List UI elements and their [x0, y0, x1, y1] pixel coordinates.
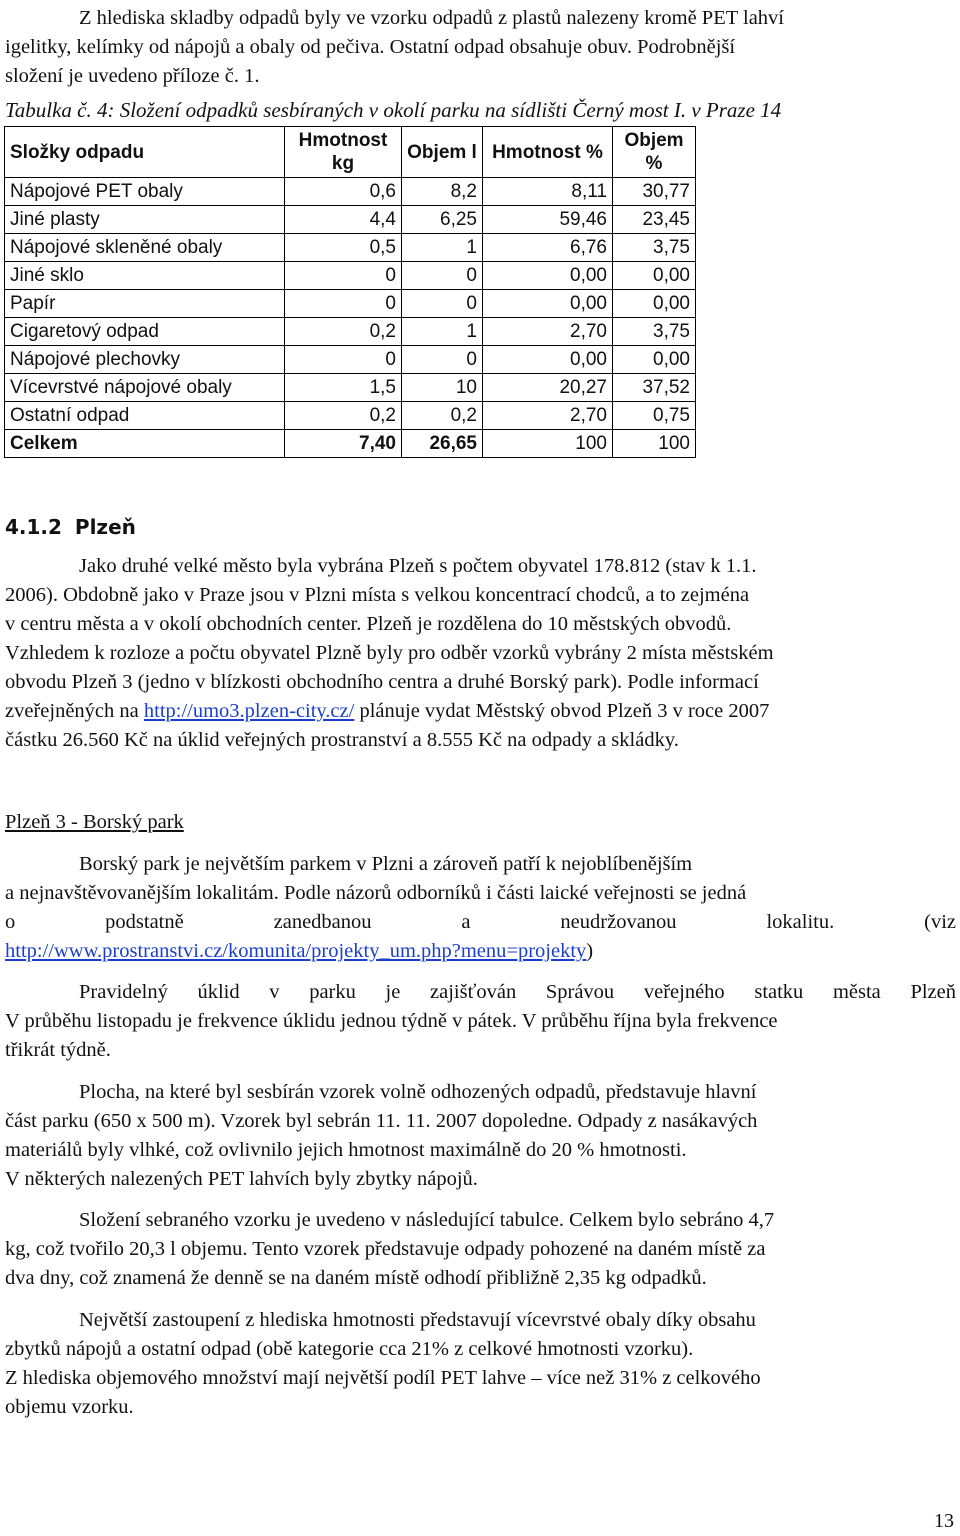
paragraph-line: o podstatně zanedbanou a neudržovanou lokalitu. (viz — [5, 911, 956, 933]
table-row — [5, 290, 696, 318]
table-row — [5, 402, 696, 430]
text-fragment: zveřejněných na — [5, 700, 144, 722]
paragraph-line: část parku (650 x 500 m). Vzorek byl sebrán 11. 11. 2007 dopoledne. Odpady z nasákavých — [5, 1110, 758, 1132]
table-row — [5, 262, 696, 290]
value-cell: 0,00 — [613, 262, 696, 290]
value-cell: 7,40 — [285, 430, 402, 458]
row-label-cell: Nápojové PET obaly — [5, 178, 285, 206]
column-header: Hmotnost kg — [285, 127, 402, 178]
value-cell: 4,4 — [285, 206, 402, 234]
intro-line: Z hlediska skladby odpadů byly ve vzorku odpadů z plastů nalezeny kromě PET lahví — [79, 7, 784, 29]
column-header: Složky odpadu — [5, 127, 285, 178]
paragraph-line: Plocha, na které byl sesbírán vzorek volně odhozených odpadů, představuje hlavní — [79, 1081, 757, 1103]
paragraph-line: Největší zastoupení z hlediska hmotnosti představují vícevrstvé obaly díky obsahu — [79, 1309, 756, 1331]
value-cell: 3,75 — [613, 318, 696, 346]
value-cell: 0,00 — [613, 290, 696, 318]
table-caption: Tabulka č. 4: Složení odpadků sesbíraných v okolí parku na sídlišti Černý most I. v Praze 14 — [5, 98, 782, 122]
value-cell: 6,25 — [402, 206, 483, 234]
value-cell: 26,65 — [402, 430, 483, 458]
value-cell: 0 — [285, 262, 402, 290]
paragraph-line: zbytků nápojů a ostatní odpad (obě kategorie cca 21% z celkové hmotnosti vzorku). — [5, 1338, 694, 1360]
paragraph-line: Složení sebraného vzorku je uvedeno v následující tabulce. Celkem bylo sebráno 4,7 — [79, 1209, 775, 1231]
value-cell: 0,2 — [402, 402, 483, 430]
value-cell: 0,00 — [483, 262, 613, 290]
section-number: 4.1.2 — [5, 515, 62, 539]
row-label-cell: Ostatní odpad — [5, 402, 285, 430]
value-cell: 2,70 — [483, 402, 613, 430]
page-number: 13 — [934, 1510, 954, 1532]
cleaning-paragraph — [5, 978, 956, 1065]
section-heading — [5, 515, 136, 539]
table-row — [5, 206, 696, 234]
intro-paragraph — [5, 4, 956, 91]
value-cell: 59,46 — [483, 206, 613, 234]
row-label-cell: Nápojové plechovky — [5, 346, 285, 374]
table-row — [5, 346, 696, 374]
value-cell: 10 — [402, 374, 483, 402]
paragraph-line: 2006). Obdobně jako v Praze jsou v Plzni místa s velkou koncentrací chodců, a to zejména — [5, 584, 750, 606]
value-cell: 0,00 — [483, 346, 613, 374]
value-cell: 0,6 — [285, 178, 402, 206]
row-label-cell: Papír — [5, 290, 285, 318]
paragraph-line: obvodu Plzeň 3 (jedno v blízkosti obchodního centra a druhé Borský park). Podle informací — [5, 671, 759, 693]
value-cell: 0,2 — [285, 318, 402, 346]
table-row — [5, 318, 696, 346]
value-cell: 8,2 — [402, 178, 483, 206]
table-row — [5, 234, 696, 262]
row-label-cell: Jiné plasty — [5, 206, 285, 234]
table-row — [5, 374, 696, 402]
paragraph-line: v centru města a v okolí obchodních center. Plzeň je rozdělena do 10 městských obvodů. — [5, 613, 732, 635]
paragraph-line: Borský park je největším parkem v Plzni a zároveň patří k nejoblíbenějším — [79, 853, 693, 875]
composition-paragraph — [5, 1206, 956, 1293]
value-cell: 0,2 — [285, 402, 402, 430]
section-title: Plzeň — [74, 515, 136, 539]
value-cell: 30,77 — [613, 178, 696, 206]
table-total-row — [5, 430, 696, 458]
value-cell: 0,75 — [613, 402, 696, 430]
prostranstvi-link[interactable]: http://www.prostranstvi.cz/komunita/projekty_um.php?menu=projekty — [5, 940, 587, 962]
row-label-cell: Celkem — [5, 430, 285, 458]
value-cell: 8,11 — [483, 178, 613, 206]
paragraph-line: materiálů byly vlhké, což ovlivnilo jejich hmotnost maximálně do 20 % hmotnosti. — [5, 1139, 687, 1161]
column-header: Hmotnost % — [483, 127, 613, 178]
paragraph-line — [5, 697, 956, 726]
table-header-row — [5, 127, 696, 178]
row-label-cell: Cigaretový odpad — [5, 318, 285, 346]
subheading: Plzeň 3 - Borský park — [5, 811, 184, 833]
value-cell: 0 — [402, 346, 483, 374]
intro-line: igelitky, kelímky od nápojů a obaly od pečiva. Ostatní odpad obsahuje obuv. Podrobnější — [5, 36, 736, 58]
value-cell: 0,5 — [285, 234, 402, 262]
intro-line: složení je uvedeno příloze č. 1. — [5, 65, 260, 87]
paragraph-line: dva dny, což znamená že denně se na daném místě odhodí přibližně 2,35 kg odpadků. — [5, 1267, 707, 1289]
paragraph-line: V průběhu listopadu je frekvence úklidu jednou týdně v pátek. V průběhu října byla frekvence — [5, 1010, 778, 1032]
paragraph-line: třikrát týdně. — [5, 1039, 111, 1061]
value-cell: 23,45 — [613, 206, 696, 234]
text-fragment: ) — [586, 940, 594, 962]
value-cell: 6,76 — [483, 234, 613, 262]
paragraph-line: Jako druhé velké město byla vybrána Plzeň s počtem obyvatel 178.812 (stav k 1.1. — [79, 555, 757, 577]
value-cell: 1 — [402, 318, 483, 346]
table-body — [5, 178, 696, 458]
paragraph-line: Z hlediska objemového množství mají největší podíl PET lahve – více než 31% z celkového — [5, 1367, 761, 1389]
value-cell: 1 — [402, 234, 483, 262]
value-cell: 100 — [613, 430, 696, 458]
paragraph-line: Pravidelný úklid v parku je zajišťován Správou veřejného statku města Plzeň — [79, 981, 956, 1003]
row-label-cell: Vícevrstvé nápojové obaly — [5, 374, 285, 402]
waste-composition-table — [4, 126, 696, 458]
paragraph-line: kg, což tvořilo 20,3 l objemu. Tento vzorek představuje odpady pohozené na daném místě za — [5, 1238, 766, 1260]
value-cell: 1,5 — [285, 374, 402, 402]
paragraph-line: a nejnavštěvovanějším lokalitám. Podle názorů odborníků i části laické veřejnosti se jedná — [5, 882, 747, 904]
row-label-cell: Jiné sklo — [5, 262, 285, 290]
value-cell: 2,70 — [483, 318, 613, 346]
value-cell: 20,27 — [483, 374, 613, 402]
value-cell: 0 — [285, 346, 402, 374]
borsky-paragraph — [5, 850, 956, 966]
value-cell: 37,52 — [613, 374, 696, 402]
column-header: Objem % — [613, 127, 696, 178]
paragraph-line: částku 26.560 Kč na úklid veřejných prostranství a 8.555 Kč na odpady a skládky. — [5, 729, 679, 751]
value-cell: 100 — [483, 430, 613, 458]
table-row — [5, 178, 696, 206]
row-label-cell: Nápojové skleněné obaly — [5, 234, 285, 262]
text-fragment: plánuje vydat Městský obvod Plzeň 3 v roce 2007 — [354, 700, 770, 722]
value-cell: 0,00 — [483, 290, 613, 318]
value-cell: 0 — [402, 262, 483, 290]
paragraph-line: Vzhledem k rozloze a počtu obyvatel Plzně byly pro odběr vzorků vybrány 2 místa městském — [5, 642, 774, 664]
largest-share-paragraph — [5, 1306, 956, 1422]
paragraph-line: V některých nalezených PET lahvích byly zbytky nápojů. — [5, 1168, 478, 1190]
value-cell: 0 — [402, 290, 483, 318]
value-cell: 3,75 — [613, 234, 696, 262]
area-paragraph — [5, 1078, 956, 1194]
paragraph-line: objemu vzorku. — [5, 1396, 134, 1418]
plzen-paragraph — [5, 552, 956, 755]
umo3-link[interactable]: http://umo3.plzen-city.cz/ — [143, 700, 355, 722]
column-header: Objem l — [402, 127, 483, 178]
value-cell: 0,00 — [613, 346, 696, 374]
paragraph-line — [5, 937, 956, 966]
value-cell: 0 — [285, 290, 402, 318]
